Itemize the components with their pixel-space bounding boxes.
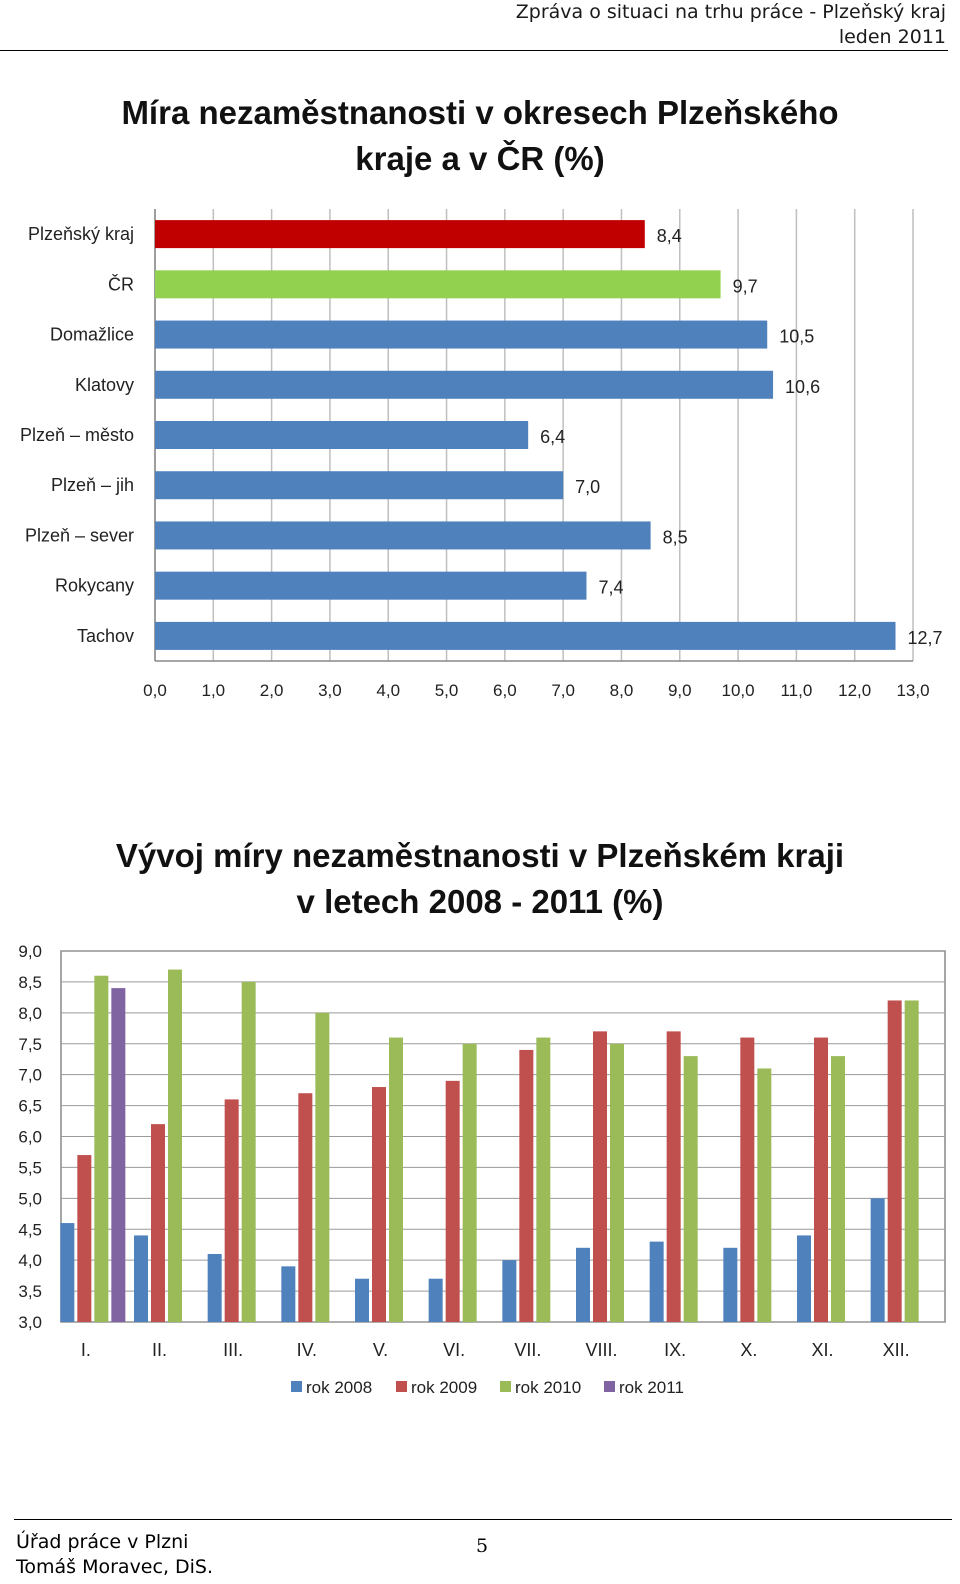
data-label: 6,4 <box>540 427 566 447</box>
data-label: 12,7 <box>907 627 943 648</box>
bar <box>77 1155 91 1322</box>
y-tick-label: 3,0 <box>18 1313 42 1332</box>
category-label: Plzeň – město <box>19 425 134 445</box>
y-tick-label: 5,5 <box>18 1158 42 1178</box>
bar <box>315 1013 329 1322</box>
chart1-title-line2: kraje a v ČR (%) <box>355 140 605 177</box>
bar <box>298 1093 312 1322</box>
x-tick-label: 5,0 <box>434 681 459 700</box>
bar <box>905 1000 919 1322</box>
x-tick-label: 10,0 <box>721 681 755 700</box>
x-tick-label: VI. <box>443 1340 466 1360</box>
x-tick-label: XI. <box>811 1340 834 1360</box>
y-tick-label: 6,0 <box>18 1127 42 1147</box>
bar <box>610 1044 624 1322</box>
bar <box>463 1044 477 1322</box>
x-tick-label: 2,0 <box>259 681 284 700</box>
x-tick-label: V. <box>372 1340 389 1360</box>
x-tick-label: XII. <box>882 1340 910 1360</box>
bar <box>168 970 182 1322</box>
bar <box>757 1068 771 1322</box>
data-label: 7,4 <box>598 577 624 598</box>
x-tick-label: 9,0 <box>667 681 692 700</box>
y-tick-label: 5,0 <box>18 1189 42 1209</box>
bar <box>389 1038 403 1322</box>
bar <box>429 1279 443 1322</box>
footer-org: Úřad práce v Plzni <box>16 1531 189 1553</box>
legend-label: rok 2010 <box>515 1378 582 1397</box>
page-number: 5 <box>476 1535 489 1557</box>
category-label: Plzeň – jih <box>50 475 134 496</box>
header-title: Zpráva o situaci na trhu práce - Plzeňský kraj <box>515 1 946 23</box>
bar <box>134 1235 148 1322</box>
chart2-title-line1: Vývoj míry nezaměstnanosti v Plzeňském kraji <box>115 837 845 874</box>
bar <box>94 976 108 1322</box>
bar <box>871 1198 885 1322</box>
bar <box>355 1279 369 1322</box>
bar <box>225 1099 239 1322</box>
footer-divider <box>14 1519 952 1520</box>
bar <box>593 1031 607 1322</box>
x-tick-label: III. <box>223 1340 244 1360</box>
x-tick-label: IV. <box>296 1340 318 1360</box>
x-tick-label: 6,0 <box>493 681 517 700</box>
x-tick-label: VII. <box>514 1340 542 1360</box>
x-tick-label: IX. <box>664 1340 687 1360</box>
page-footer <box>16 1530 213 1580</box>
category-label: Domažlice <box>49 324 134 345</box>
x-tick-label: 3,0 <box>318 681 342 700</box>
bar <box>151 1124 165 1322</box>
y-tick-label: 7,5 <box>18 1034 42 1054</box>
x-tick-label: 0,0 <box>143 681 167 700</box>
bar <box>446 1081 460 1322</box>
category-label: Plzeň – sever <box>24 525 134 546</box>
bar <box>667 1031 681 1322</box>
bar <box>281 1266 295 1322</box>
category-label: ČR <box>108 274 134 295</box>
y-tick-label: 8,5 <box>18 972 42 992</box>
category-label: Rokycany <box>54 575 134 596</box>
bar <box>740 1038 754 1322</box>
x-tick-label: II. <box>151 1340 168 1360</box>
legend-swatch <box>604 1381 615 1392</box>
bar <box>888 1000 902 1322</box>
bar <box>519 1050 533 1322</box>
legend-label: rok 2008 <box>306 1378 373 1397</box>
header-date: leden 2011 <box>838 26 946 48</box>
x-tick-label: I. <box>80 1340 91 1360</box>
category-label: Plzeňský kraj <box>27 224 134 245</box>
data-label: 10,6 <box>785 376 821 397</box>
bar <box>242 982 256 1322</box>
bar <box>111 988 125 1322</box>
category-label: Tachov <box>76 625 134 646</box>
x-tick-label: 7,0 <box>551 681 575 700</box>
x-tick-label: 4,0 <box>376 681 401 700</box>
bar <box>502 1260 516 1322</box>
bar <box>60 1223 74 1322</box>
legend-label: rok 2011 <box>619 1378 684 1397</box>
bar <box>208 1254 222 1322</box>
y-tick-label: 4,5 <box>18 1220 42 1240</box>
y-tick-label: 9,0 <box>18 942 42 961</box>
bar <box>576 1248 590 1322</box>
data-label: 9,7 <box>732 276 758 297</box>
footer-author: Tomáš Moravec, DiS. <box>16 1556 214 1578</box>
legend-swatch <box>291 1381 302 1392</box>
x-tick-label: X. <box>740 1340 758 1360</box>
data-label: 8,5 <box>662 527 688 548</box>
legend-label: rok 2009 <box>411 1378 478 1397</box>
data-label: 10,5 <box>779 326 815 347</box>
bar <box>831 1056 845 1322</box>
bar <box>650 1242 664 1322</box>
y-tick-label: 3,5 <box>18 1282 42 1302</box>
chart1-title-line1: Míra nezaměstnanosti v okresech Plzeňského <box>121 94 839 131</box>
x-tick-label: VIII. <box>585 1340 618 1360</box>
data-label: 7,0 <box>575 477 601 498</box>
x-tick-label: 13,0 <box>896 681 930 700</box>
x-tick-label: 8,0 <box>609 681 634 700</box>
legend-swatch <box>500 1381 511 1392</box>
data-label: 8,4 <box>656 226 682 247</box>
x-tick-label: 11,0 <box>780 681 813 700</box>
bar <box>536 1038 550 1322</box>
category-label: Klatovy <box>74 374 134 395</box>
x-tick-label: 12,0 <box>838 681 872 700</box>
y-tick-label: 6,5 <box>18 1096 42 1116</box>
chart2-title-line2: v letech 2008 - 2011 (%) <box>296 883 664 920</box>
bar <box>814 1038 828 1322</box>
bar <box>797 1235 811 1322</box>
bar <box>372 1087 386 1322</box>
y-tick-label: 4,0 <box>18 1251 42 1271</box>
x-tick-label: 1,0 <box>201 681 226 700</box>
legend-swatch <box>396 1381 407 1392</box>
y-tick-label: 7,0 <box>18 1065 42 1085</box>
bar <box>684 1056 698 1322</box>
bar <box>723 1248 737 1322</box>
y-tick-label: 8,0 <box>18 1003 42 1023</box>
